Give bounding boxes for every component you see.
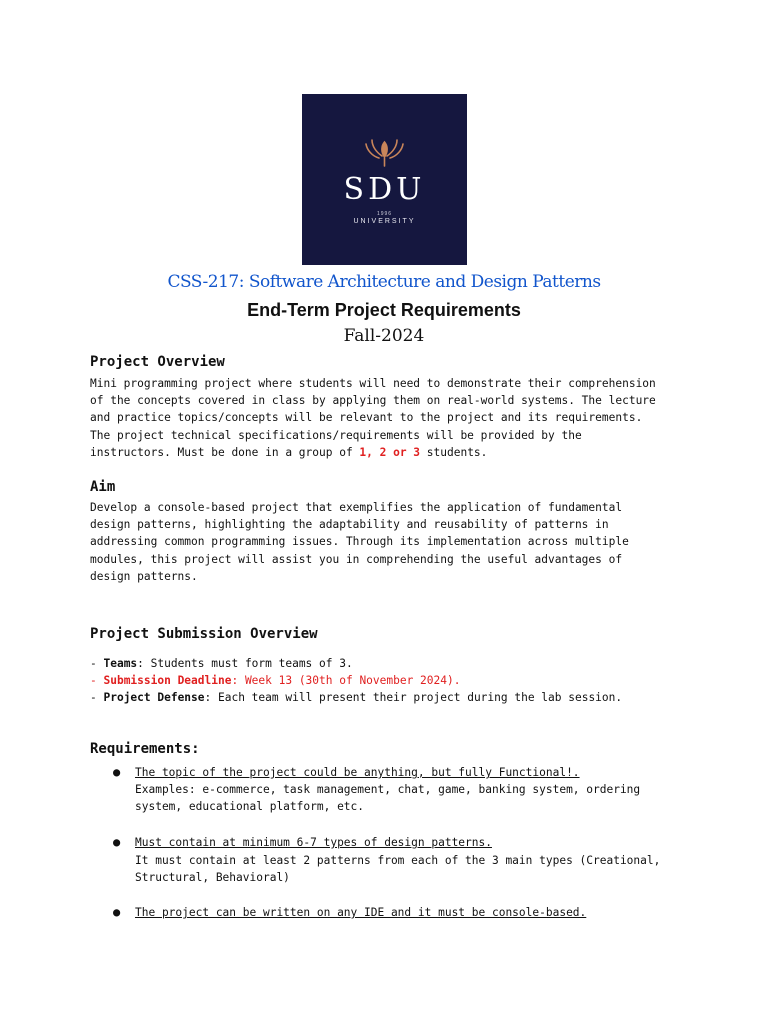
submission-item-defense: - Project Defense: Each team will present their project during the lab session. [90, 691, 623, 704]
requirement-1-title: The topic of the project could be anything, but fully Functional!. [135, 766, 580, 779]
document-title: End-Term Project Requirements [247, 300, 521, 320]
group-sizes: 1, 2 or 3 [359, 445, 421, 459]
requirement-1-body: Examples: e-commerce, task management, chat, game, banking system, ordering system, educational platform, etc. [135, 783, 641, 814]
bullet-icon: ● [113, 765, 121, 779]
submission-item-teams: - Teams: Students must form teams of 3. [90, 657, 353, 670]
bullet-icon: ● [113, 905, 121, 919]
requirements-heading: Requirements: [90, 741, 200, 757]
logo-year-text: 1996 [376, 211, 393, 217]
requirement-2-body: It must contain at least 2 patterns from each of the 3 main types (Creational, Structural, Behavioral) [135, 854, 661, 885]
defense-label: Project Defense [103, 691, 205, 704]
bullet-icon: ● [113, 835, 121, 849]
overview-paragraph [90, 375, 690, 461]
overview-body: Mini programming project where students will need to demonstrate their comprehension of the concepts covered in class by applying them on real-world systems. The lecture and practice topics/concepts will be relevant to the project and its requirements. The project technical specifications/requirements will be provided by the instructors. Must be done in a group of [90, 377, 656, 459]
overview-body-end: students. [420, 445, 488, 459]
term-label: Fall-2024 [343, 326, 425, 346]
logo-subtitle-text: UNIVERSITY [353, 218, 416, 225]
requirement-3-title: The project can be written on any IDE and it must be console-based. [135, 906, 587, 919]
requirement-2-title: Must contain at minimum 6-7 types of design patterns. [135, 836, 492, 849]
deadline-label: Submission Deadline [103, 674, 232, 687]
teams-label: Teams [103, 657, 138, 670]
submission-item-deadline: - Submission Deadline: Week 13 (30th of November 2024). [90, 674, 461, 687]
submission-heading: Project Submission Overview [90, 626, 318, 642]
university-logo [302, 94, 467, 265]
overview-heading: Project Overview [90, 354, 225, 370]
aim-paragraph: Develop a console-based project that exemplifies the application of fundamental design patterns, highlighting the adaptability and reusability of patterns in addressing common programming issues. Through its implementation across multiple modules, this project will assist you in comprehending the useful advantages of design patterns. [90, 501, 629, 583]
logo-brand-text: SDU [343, 172, 426, 207]
course-title: CSS-217: Software Architecture and Design Patterns [167, 272, 601, 292]
aim-heading: Aim [90, 479, 116, 495]
